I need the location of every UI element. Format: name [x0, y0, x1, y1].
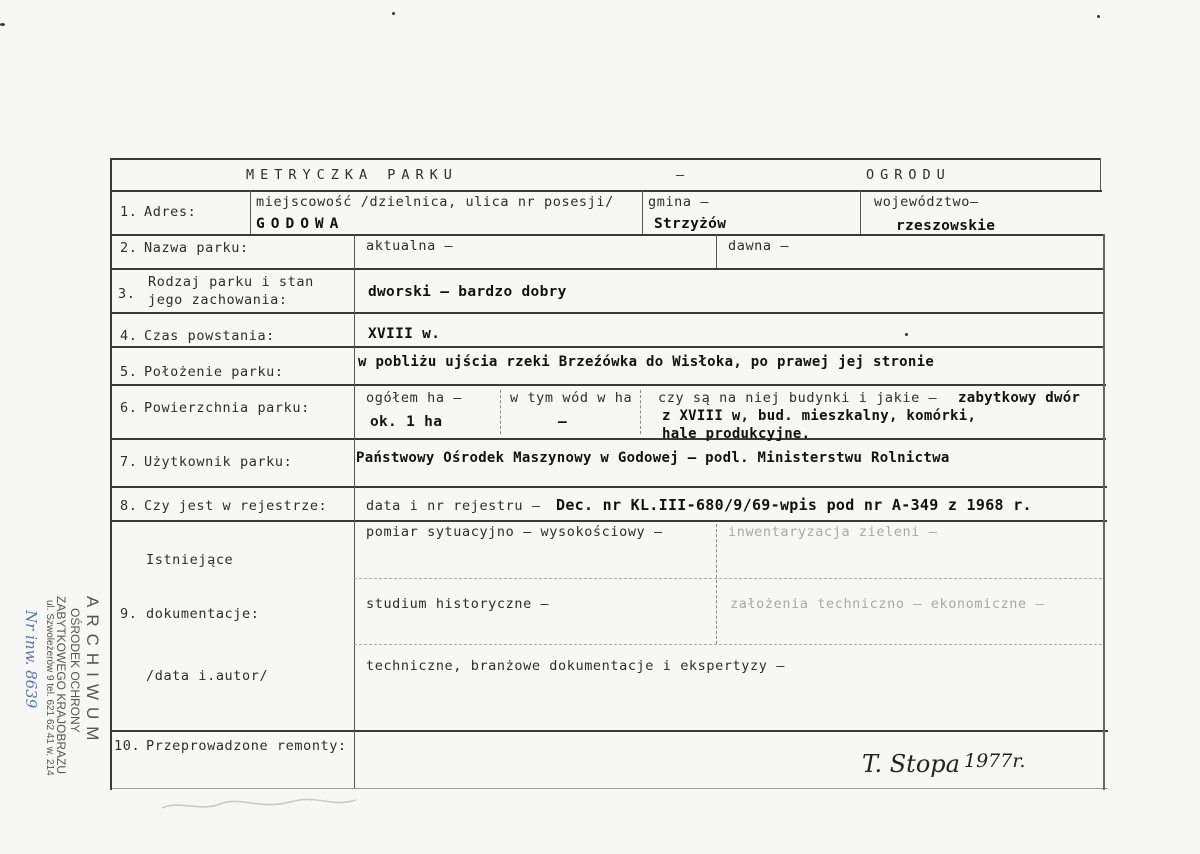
voivodeship-caption: województwo– [874, 194, 979, 210]
rule [110, 384, 1106, 386]
divider [500, 390, 501, 434]
border-left [110, 158, 112, 790]
rule [110, 788, 1108, 789]
form-title-right: OGRODU [866, 167, 951, 183]
divider [716, 524, 717, 644]
divider [640, 390, 641, 434]
row-number: 4. [120, 328, 138, 344]
divider [354, 730, 355, 788]
location-value: w pobliżu ujścia rzeki Brzeźówka do Wisłoka, po prawej jej stronie [358, 354, 935, 370]
scan-speck [392, 12, 395, 15]
border-right [1103, 234, 1105, 790]
buildings-value: hale produkcyjne. [662, 426, 811, 442]
divider [354, 644, 1102, 645]
user-value: Państwowy Ośrodek Maszynowy w Godowej – podl. Ministerstwu Rolnictwa [356, 450, 950, 466]
stamp-org-line: ZABYTKOWEGO KRAJOBRAZU [54, 596, 68, 775]
divider [716, 234, 717, 268]
title-dash: – [676, 167, 685, 183]
stamp-org-line: OŚRODEK OCHRONY [68, 608, 82, 733]
rule [110, 438, 1106, 440]
stamp-inventory-number: Nr inw. 8639 [22, 610, 40, 709]
buildings-caption: czy są na niej budynki i jakie – [658, 390, 938, 406]
technical-assumptions-doc: założenia techniczno – ekonomiczne – [730, 596, 1045, 612]
water-area-value: – [558, 414, 568, 430]
total-area-caption: ogółem ha – [366, 390, 463, 406]
water-area-caption: w tym wód w ha [510, 390, 633, 406]
documentation-label: dokumentacje: [146, 606, 260, 622]
address-caption: miejscowość /dzielnica, ulica nr posesji/ [256, 194, 614, 210]
park-type-label: jego zachowania: [148, 292, 288, 308]
divider [354, 234, 355, 730]
buildings-value: zabytkowy dwór [958, 390, 1081, 406]
address-label: Adres: [144, 204, 197, 220]
user-label: Użytkownik parku: [144, 454, 293, 470]
scan-speck [1097, 15, 1100, 18]
row-number: 9. [120, 606, 138, 622]
archive-stamp [20, 596, 110, 796]
register-caption: data i nr rejestru – [366, 498, 541, 514]
expertise-doc: techniczne, branżowe dokumentacje i ekspertyzy – [366, 658, 785, 674]
rule [110, 346, 1105, 348]
rule [110, 234, 1103, 236]
origin-label: Czas powstania: [144, 328, 275, 344]
renovations-label: Przeprowadzone remonty: [146, 738, 347, 754]
area-label: Powierzchnia parku: [144, 400, 310, 416]
border-right [1100, 158, 1101, 190]
address-value: GODOWA [256, 216, 345, 232]
row-number: 5. [120, 364, 138, 380]
location-label: Położenie parku: [144, 364, 284, 380]
rule [110, 520, 1107, 522]
voivodeship-value: rzeszowskie [896, 218, 996, 234]
stamp-address-line: ul. Szwoleżerów 9 tel. 621 62 41 w. 214 [44, 600, 55, 776]
row-number: 2. [120, 240, 138, 256]
divider [860, 190, 861, 234]
survey-doc: pomiar sytuacyjno – wysokościowy – [366, 524, 663, 540]
register-label: Czy jest w rejestrze: [144, 498, 328, 514]
row-number: 8. [120, 498, 138, 514]
buildings-value: z XVIII w, bud. mieszkalny, komórki, [662, 408, 977, 424]
rule [110, 190, 1102, 192]
documentation-label: /data i.autor/ [146, 668, 269, 684]
row-number: 1. [120, 204, 138, 220]
rule [110, 730, 1108, 732]
origin-value: XVIII w. [368, 326, 441, 342]
signature-year: 1977r. [964, 750, 1026, 772]
former-name-caption: dawna – [728, 238, 790, 254]
historical-study-doc: studium historyczne – [366, 596, 550, 612]
row-number: 10. [114, 738, 141, 754]
rule [110, 312, 1104, 314]
register-value: Dec. nr KL.III-680/9/69-wpis pod nr A-349 z 1968 r. [556, 496, 1032, 514]
divider [642, 190, 643, 234]
row-number: 7. [120, 454, 138, 470]
total-area-value: ok. 1 ha [370, 414, 443, 430]
current-name-caption: aktualna – [366, 238, 454, 254]
rule [110, 158, 1100, 160]
author-signature: T. Stopa [862, 750, 960, 778]
pencil-scribble [160, 796, 360, 816]
divider [354, 578, 1102, 579]
rule [110, 486, 1107, 488]
row-number: 3. [118, 286, 136, 302]
row-number: 6. [120, 400, 138, 416]
gmina-value: Strzyżów [654, 216, 727, 232]
park-type-value: dworski – bardzo dobry [368, 284, 567, 300]
rule [110, 268, 1104, 270]
documentation-label: Istniejące [146, 552, 234, 568]
gmina-caption: gmina – [648, 194, 710, 210]
form-title: METRYCZKA PARKU [246, 167, 458, 183]
stamp-archive-title: ARCHIWUM [83, 596, 102, 748]
divider [250, 190, 251, 234]
scan-speck [0, 23, 5, 26]
greenery-inventory-doc: inwentaryzacja zieleni – [728, 524, 938, 540]
park-type-label: Rodzaj parku i stan [148, 274, 314, 290]
park-record-form [110, 158, 1108, 790]
park-name-label: Nazwa parku: [144, 240, 249, 256]
